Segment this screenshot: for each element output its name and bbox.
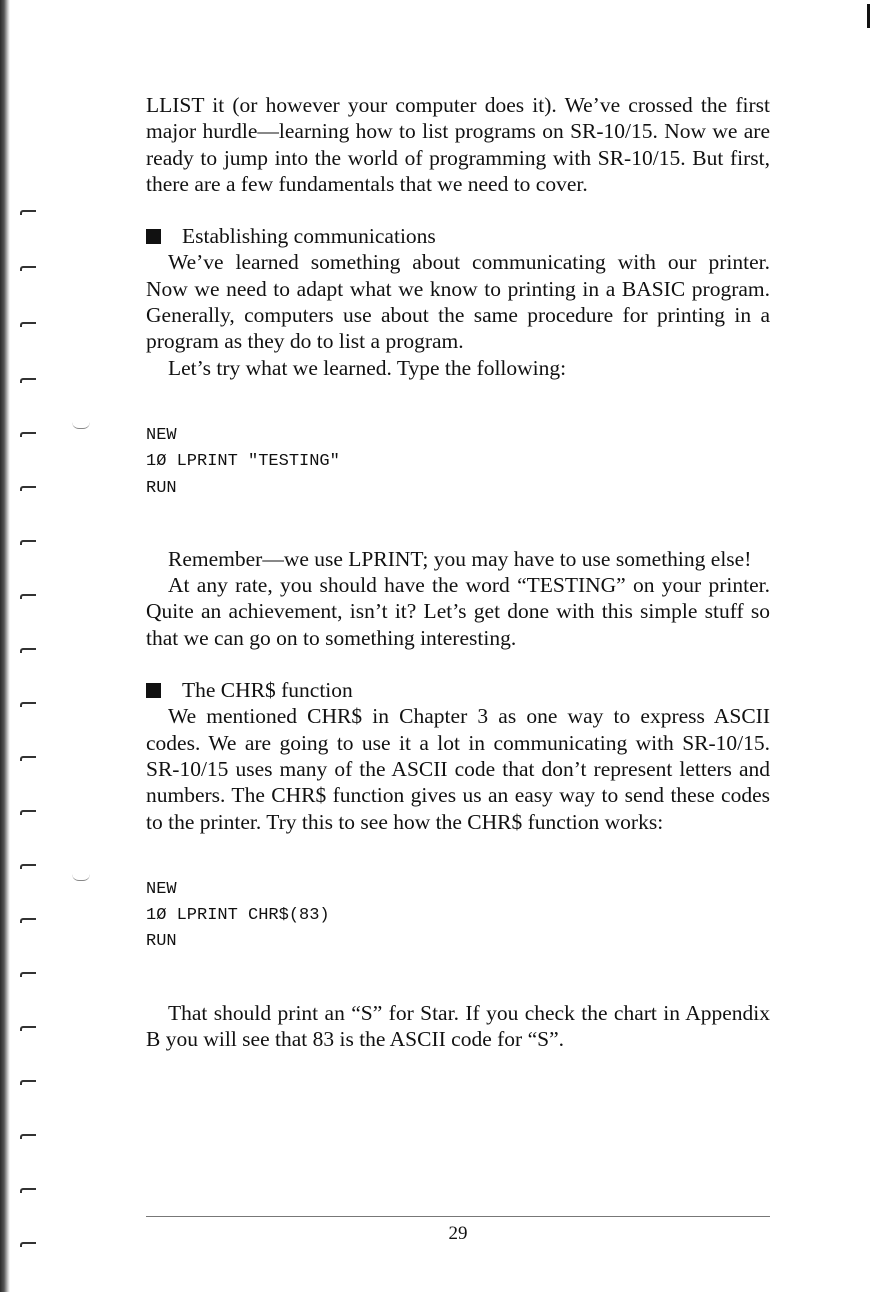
margin-tick	[20, 1188, 36, 1193]
page-number: 29	[448, 1223, 468, 1244]
margin-tick	[20, 1026, 36, 1031]
margin-tick	[20, 918, 36, 923]
code-line: RUN	[146, 478, 177, 498]
margin-tick	[20, 756, 36, 761]
paragraph: Let’s try what we learned. Type the following:	[168, 355, 567, 380]
heading-text: Establishing communications	[182, 224, 436, 249]
margin-tick	[20, 266, 36, 271]
heading-text: The CHR$ function	[182, 678, 353, 703]
paragraph: LLIST it (or however your computer does it). We’ve crossed the first major hurdle—learning how to list programs on SR-10/15. Now we are ready to jump into the world of programming with SR-10/15. But first, there are a few fundamentals that we need to cover.	[146, 93, 770, 196]
paragraph: Remember—we use LPRINT; you may have to use something else!	[168, 546, 752, 571]
scan-mark	[72, 422, 90, 429]
code-block	[146, 423, 770, 502]
margin-tick	[20, 540, 36, 545]
code-line: 1Ø LPRINT "TESTING"	[146, 452, 340, 472]
section-heading	[146, 677, 770, 703]
paragraph: At any rate, you should have the word “TESTING” on your printer. Quite an achievement, isn’t it? Let’s get done with this simple stuff so that we can go on to something interesting.	[146, 573, 770, 650]
code-block	[146, 877, 770, 956]
paragraph: That should print an “S” for Star. If you check the chart in Appendix B you will see that 83 is the ASCII code for “S”.	[146, 1000, 770, 1052]
margin-tick	[20, 322, 36, 327]
margin-tick	[20, 486, 36, 491]
square-bullet-icon	[146, 683, 161, 698]
margin-tick	[20, 702, 36, 707]
page-content	[146, 92, 770, 1052]
section-heading	[146, 223, 770, 249]
footer-rule	[146, 1216, 770, 1217]
margin-tick	[20, 378, 36, 383]
corner-mark	[867, 4, 870, 28]
code-line: 1Ø LPRINT CHR$(83)	[146, 906, 330, 926]
margin-tick	[20, 1242, 36, 1247]
scan-mark	[72, 874, 90, 881]
margin-tick	[20, 972, 36, 977]
code-line: NEW	[146, 879, 177, 899]
margin-tick	[20, 594, 36, 599]
binding-edge	[0, 0, 10, 1292]
square-bullet-icon	[146, 229, 161, 244]
margin-tick	[20, 648, 36, 653]
margin-tick	[20, 1134, 36, 1139]
paragraph: We mentioned CHR$ in Chapter 3 as one way to express ASCII codes. We are going to use it a lot in communicating with SR-10/15. SR-10/15 uses many of the ASCII code that don’t represent letters and numbers. The CHR$ function gives us an easy way to send these codes to the printer. Try this to see how the CHR$ function works:	[146, 704, 770, 834]
margin-tick	[20, 1080, 36, 1085]
margin-tick	[20, 210, 36, 215]
paragraph: We’ve learned something about communicating with our printer. Now we need to adapt what we know to printing in a BASIC program. Generally, computers use about the same procedure for printing in a program as they do to list a program.	[146, 250, 770, 354]
code-line: RUN	[146, 932, 177, 952]
margin-tick	[20, 864, 36, 869]
code-line: NEW	[146, 425, 177, 445]
margin-tick	[20, 810, 36, 815]
margin-tick	[20, 432, 36, 437]
